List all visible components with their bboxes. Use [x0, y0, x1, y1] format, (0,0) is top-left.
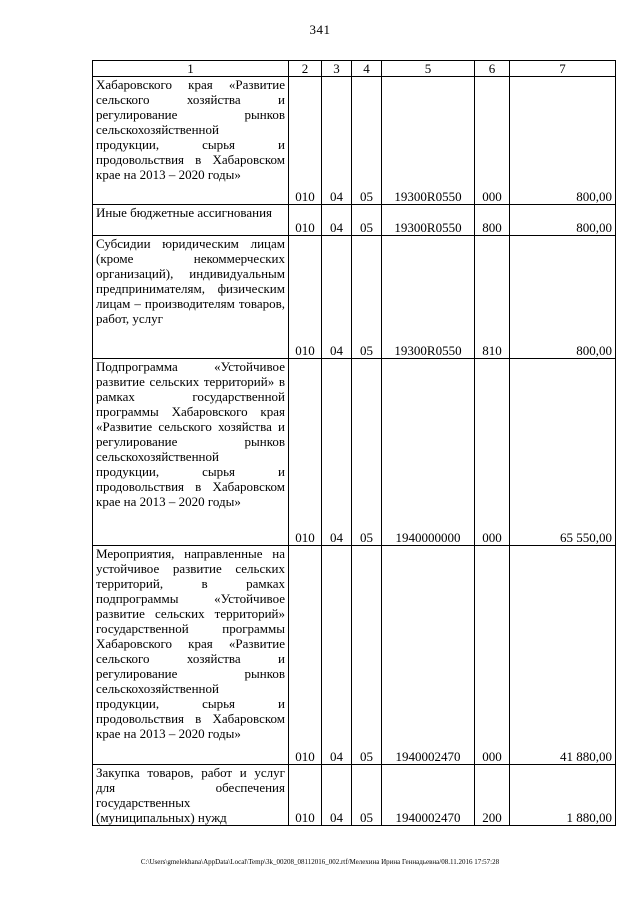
cell-expense-type: 810	[475, 236, 510, 359]
cell-subsection: 05	[352, 236, 382, 359]
cell-subsection: 05	[352, 77, 382, 205]
row-name: Субсидии юридическим лицам (кроме некоммерческих организаций), индивидуальным предпринимателям, физическим лицам – производителям товаров, работ, услуг	[96, 236, 285, 326]
cell-target-article: 1940002470	[382, 546, 475, 765]
header-row	[93, 61, 616, 77]
cell-subsection: 05	[352, 359, 382, 546]
cell-amount: 65 550,00	[510, 359, 616, 546]
cell-amount: 1 880,00	[510, 765, 616, 826]
header-cell: 6	[475, 61, 510, 77]
cell-expense-type: 000	[475, 77, 510, 205]
table-row	[93, 765, 616, 826]
cell-ministry-code: 010	[289, 546, 322, 765]
cell-section: 04	[322, 205, 352, 236]
cell-ministry-code: 010	[289, 359, 322, 546]
cell-target-article: 19300R0550	[382, 236, 475, 359]
table-row	[93, 77, 616, 205]
cell-amount: 800,00	[510, 236, 616, 359]
cell-amount: 800,00	[510, 77, 616, 205]
page-number: 341	[309, 22, 331, 37]
row-name: Хабаровского края «Развитие сельского хозяйства и регулирование рынков сельскохозяйственной продукции, сырья и продовольствия в Хабаровском крае на 2013 – 2020 годы»	[96, 77, 285, 182]
cell-subsection: 05	[352, 765, 382, 826]
row-name: Подпрограмма «Устойчивое развитие сельских территорий» в рамках государственной программы Хабаровского края «Развитие сельского хозяйства и регулирование рынков сельскохозяйственной продукции, сырья и продовольствия в Хабаровском крае на 2013 – 2020 годы»	[96, 359, 285, 509]
header-cell: 5	[382, 61, 475, 77]
cell-target-article: 1940002470	[382, 765, 475, 826]
cell-amount: 41 880,00	[510, 546, 616, 765]
table-row	[93, 205, 616, 236]
row-name-cell	[93, 765, 289, 826]
cell-ministry-code: 010	[289, 77, 322, 205]
row-name: Иные бюджетные ассигнования	[96, 205, 273, 220]
cell-ministry-code: 010	[289, 236, 322, 359]
row-name-cell	[93, 546, 289, 765]
cell-section: 04	[322, 359, 352, 546]
header-cell: 1	[93, 61, 289, 77]
header-cell: 3	[322, 61, 352, 77]
cell-expense-type: 800	[475, 205, 510, 236]
row-name: Закупка товаров, работ и услуг для обеспечения государственных (муниципальных) нужд	[96, 765, 285, 825]
header-cell: 2	[289, 61, 322, 77]
cell-section: 04	[322, 236, 352, 359]
cell-ministry-code: 010	[289, 205, 322, 236]
cell-subsection: 05	[352, 546, 382, 765]
row-name-cell	[93, 77, 289, 205]
row-name-cell	[93, 359, 289, 546]
cell-section: 04	[322, 546, 352, 765]
cell-expense-type: 200	[475, 765, 510, 826]
cell-target-article: 1940000000	[382, 359, 475, 546]
row-name: Мероприятия, направленные на устойчивое развитие сельских территорий, в рамках подпрограммы «Устойчивое развитие сельских территорий» государственной программы Хабаровского края «Развитие сельского хозяйства и регулирование рынков сельскохозяйственной продукции, сырья и продовольствия в Хабаровском крае на 2013 – 2020 годы»	[96, 546, 285, 741]
header-cell: 7	[510, 61, 616, 77]
table-row	[93, 359, 616, 546]
budget-table	[92, 60, 616, 826]
header-cell: 4	[352, 61, 382, 77]
row-name-cell	[93, 236, 289, 359]
table-row	[93, 236, 616, 359]
file-path-footer: C:\Users\gmelekhana\AppData\Local\Temp\3k_00208_08112016_002.rtf/Мелехина Ирина Геннадьевна/08.11.2016 17:57:28	[140, 858, 500, 866]
cell-section: 04	[322, 765, 352, 826]
cell-section: 04	[322, 77, 352, 205]
row-name-cell	[93, 205, 289, 236]
table-row	[93, 546, 616, 765]
cell-ministry-code: 010	[289, 765, 322, 826]
cell-target-article: 19300R0550	[382, 205, 475, 236]
cell-amount: 800,00	[510, 205, 616, 236]
cell-expense-type: 000	[475, 546, 510, 765]
cell-expense-type: 000	[475, 359, 510, 546]
cell-subsection: 05	[352, 205, 382, 236]
cell-target-article: 19300R0550	[382, 77, 475, 205]
